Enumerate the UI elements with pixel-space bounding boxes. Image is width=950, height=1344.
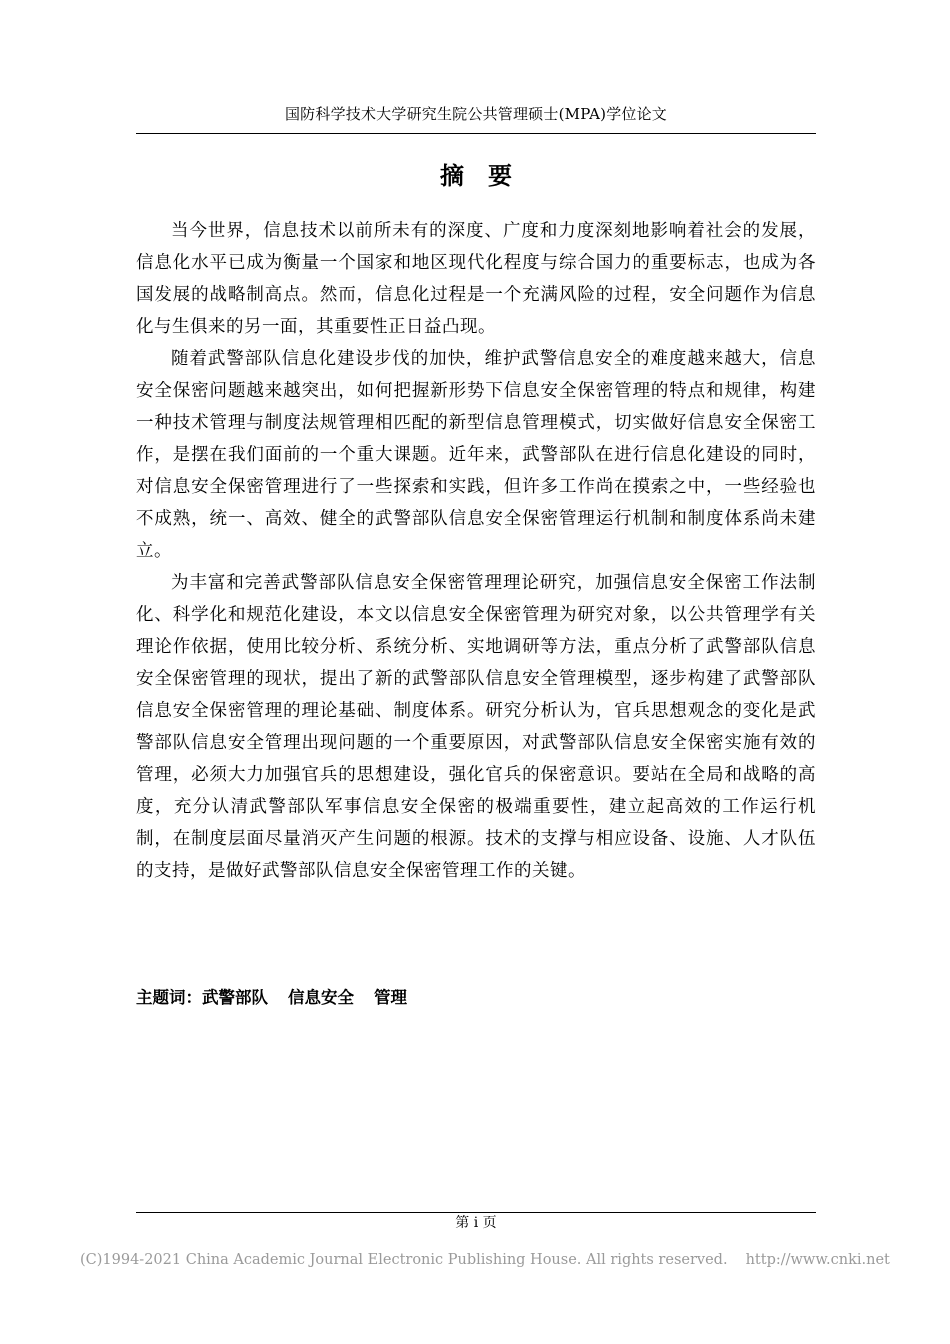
cnki-url: http://www.cnki.net: [745, 1252, 890, 1268]
abstract-paragraph: 为丰富和完善武警部队信息安全保密管理理论研究，加强信息安全保密工作法制化、科学化和规范化建设，本文以信息安全保密管理为研究对象，以公共管理学有关理论作依据，使用比较分析、系统分析、实地调研等方法，重点分析了武警部队信息安全保密管理的现状，提出了新的武警部队信息安全管理模型，逐步构建了武警部队信息安全保密管理的理论基础、制度体系。研究分析认为，官兵思想观念的变化是武警部队信息安全管理出现问题的一个重要原因，对武警部队信息安全保密实施有效的管理，必须大力加强官兵的思想建设，强化官兵的保密意识。要站在全局和战略的高度，充分认清武警部队军事信息安全保密的极端重要性，建立起高效的工作运行机制，在制度层面尽量消灭产生问题的根源。技术的支撑与相应设备、设施、人才队伍的支持，是做好武警部队信息安全保密管理工作的关键。: [136, 573, 816, 881]
abstract-title: 摘 要: [440, 162, 512, 190]
keyword-term: 管理: [374, 988, 407, 1007]
copyright-watermark: [80, 1249, 890, 1271]
page-number: 第 i 页: [455, 1215, 497, 1231]
keywords-label: 主题词：: [136, 988, 202, 1007]
header-rule: [136, 133, 816, 134]
keyword-term: 信息安全: [288, 988, 354, 1007]
abstract-body: [136, 215, 816, 887]
copyright-text: (C)1994-2021 China Academic Journal Electronic Publishing House. All rights reserved.: [80, 1252, 728, 1268]
abstract-paragraph: 随着武警部队信息化建设步伐的加快，维护武警信息安全的难度越来越大，信息安全保密问题越来越突出，如何把握新形势下信息安全保密管理的特点和规律，构建一种技术管理与制度法规管理相匹配的新型信息管理模式，切实做好信息安全保密工作，是摆在我们面前的一个重大课题。近年来，武警部队在进行信息化建设的同时，对信息安全保密管理进行了一些探索和实践，但许多工作尚在摸索之中，一些经验也不成熟，统一、高效、健全的武警部队信息安全保密管理运行机制和制度体系尚未建立。: [136, 349, 816, 561]
running-header: 国防科学技术大学研究生院公共管理硕士(MPA)学位论文: [284, 105, 667, 123]
abstract-paragraph: 当今世界，信息技术以前所未有的深度、广度和力度深刻地影响着社会的发展，信息化水平已成为衡量一个国家和地区现代化程度与综合国力的重要标志，也成为各国发展的战略制高点。然而，信息化过程是一个充满风险的过程，安全问题作为信息化与生俱来的另一面，其重要性正日益凸现。: [136, 221, 816, 337]
keyword-term: 武警部队: [202, 988, 268, 1007]
keywords-line: [136, 983, 816, 1013]
